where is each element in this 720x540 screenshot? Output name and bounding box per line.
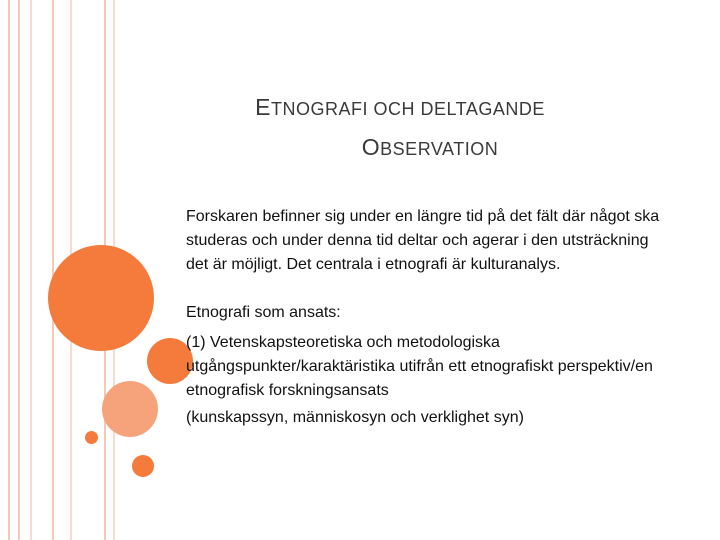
- body-paragraph-point-1: (1) Vetenskapsteoretiska och metodologiska utgångspunkter/karaktäristika utifrån ett etnografiskt perspektiv/en etnografisk forskningsansats: [186, 334, 653, 399]
- body-paragraph-intro: Forskaren befinner sig under en längre tid på det fält där något ska studeras och under denna tid deltar och agerar i den utsträckning det är möjligt. Det centrala i etnografi är kulturanalys.: [186, 208, 660, 273]
- decor-stripe-1: [8, 0, 10, 540]
- body-paragraph-ansats: Etnografi som ansats:: [186, 304, 341, 321]
- title-line-2-rest: BSERVATION: [380, 139, 499, 159]
- slide-title: [160, 88, 640, 168]
- decor-circle-large: [48, 245, 154, 351]
- decor-circle-small-left: [85, 431, 98, 444]
- decor-stripe-2: [18, 0, 20, 540]
- decor-circle-light: [102, 381, 158, 437]
- slide-body: [186, 205, 666, 430]
- title-line-2: [220, 128, 640, 168]
- title-line-2-cap: O: [361, 134, 381, 160]
- title-line-1: [160, 88, 640, 128]
- body-paragraph-point-1-note: (kunskapssyn, människosyn och verklighet syn): [186, 409, 524, 426]
- title-line-1-rest: TNOGRAFI OCH DELTAGANDE: [270, 99, 545, 119]
- title-line-1-cap: E: [255, 94, 271, 120]
- decor-circle-small-bottom: [132, 455, 154, 477]
- decor-stripe-3: [30, 0, 32, 540]
- decor-stripe-4: [52, 0, 54, 540]
